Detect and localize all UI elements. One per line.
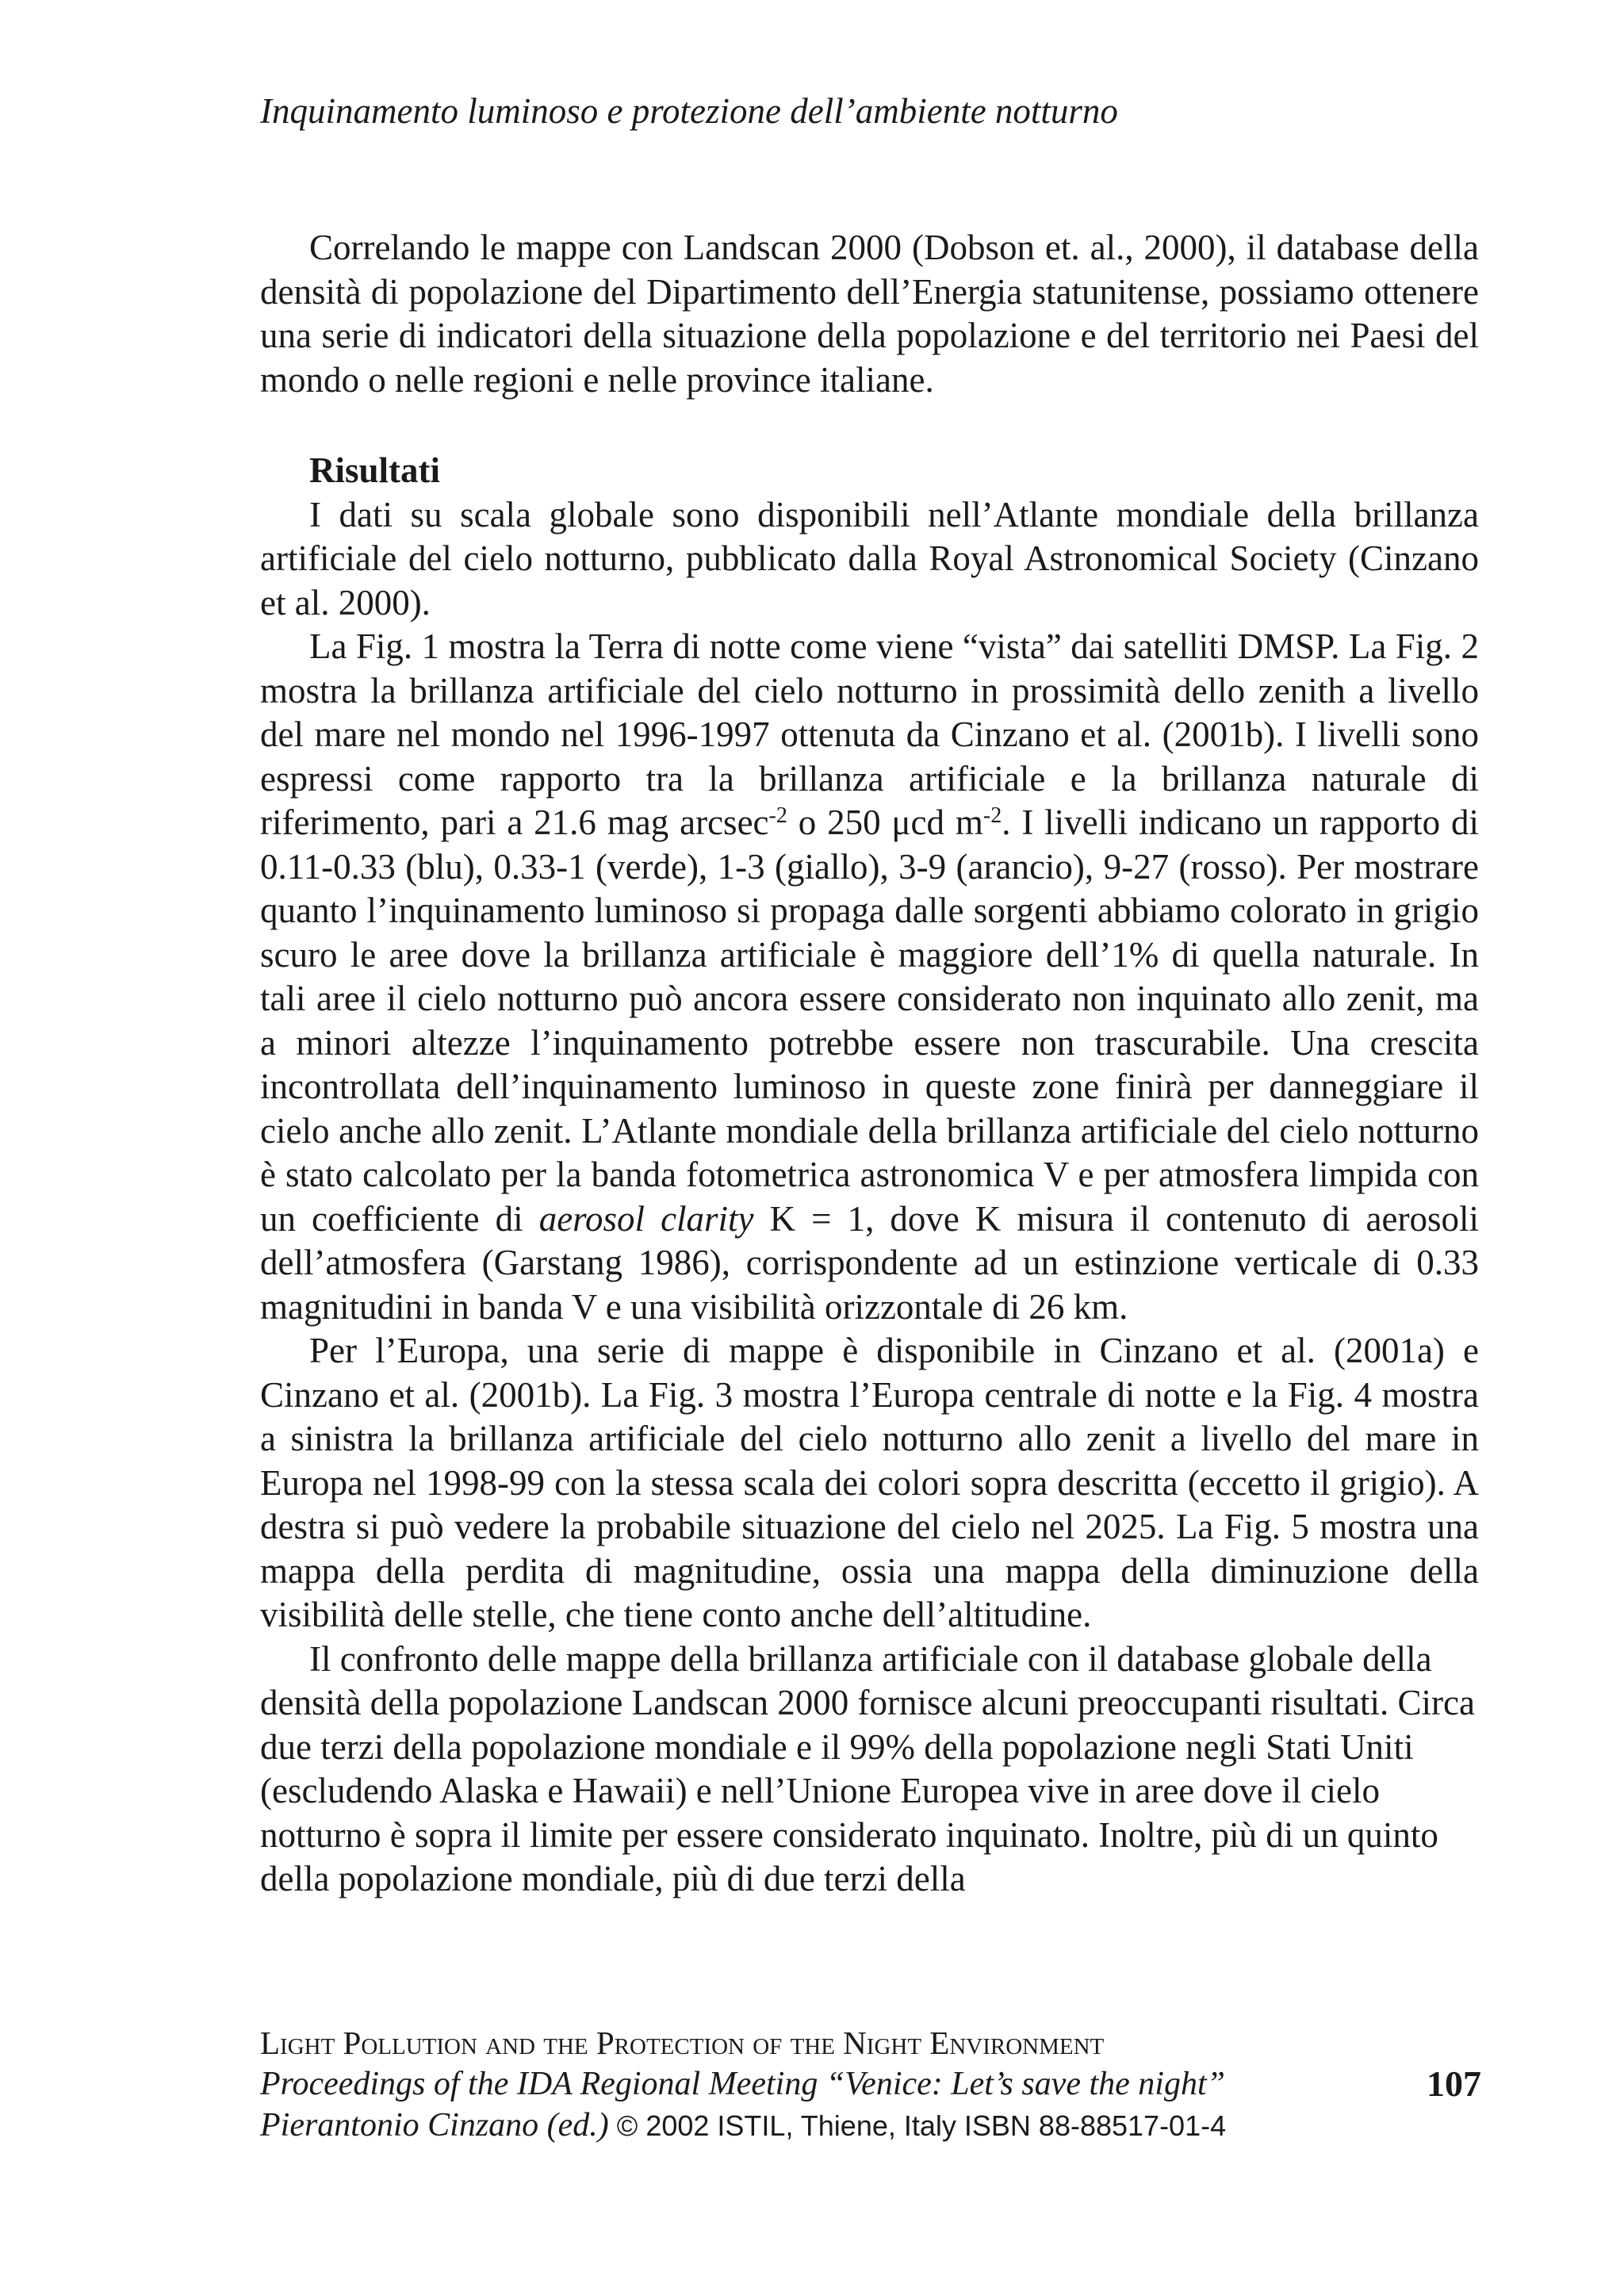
superscript-exponent: -2 [982, 803, 1002, 828]
proceedings-title: Proceedings of the IDA Regional Meeting “Venice: Let’s save the night” [260, 2066, 1225, 2102]
page-number: 107 [1427, 2063, 1481, 2104]
running-title: Inquinamento luminoso e protezione dell’ambiente notturno [260, 91, 1118, 131]
body-text [260, 226, 1479, 1902]
paragraph-figures-text-a: La Fig. 1 mostra la Terra di notte come viene “vista” dai satelliti DMSP. La Fig. 2 mostra la brillanza artificiale del cielo notturno in prossimità dello zenith a livello del mare nel mondo nel 1996-1997 ottenuta da Cinzano et al. (2001b). I livelli sono espressi come rapporto tra la brillanza artificiale e la brillanza naturale di riferimento, pari a 21.6 mag arcsec [260, 626, 1479, 842]
series-title: Light Pollution and the Protection of the Night Environment [260, 2025, 1105, 2061]
page-footer [260, 2022, 1479, 2147]
paragraph-figures-text-d: K = 1, dove K misura il contenuto di aerosoli dell’atmosfera (Garstang 1986), corrispondente ad un estinzione verticale di 0.33 magnitudini in banda V e una visibilità orizzontale di 26 km. [260, 1198, 1480, 1327]
paragraph-figures-text-b: o 250 μcd m [787, 803, 983, 842]
paragraph-intro: Correlando le mappe con Landscan 2000 (Dobson et. al., 2000), il database della densità di popolazione del Dipartimento dell’Energia statunitense, possiamo ottenere una serie di indicatori della situazione della popolazione e del territorio nei Paesi del mondo o nelle regioni e nelle province italiane. [260, 228, 1479, 400]
paragraph-europe: Per l’Europa, una serie di mappe è disponibile in Cinzano et al. (2001a) e Cinzano et al. (2001b). La Fig. 3 mostra l’Europa centrale di notte e la Fig. 4 mostra a sinistra la brillanza artificiale del cielo notturno allo zenit a livello del mare in Europa nel 1998-99 con la stessa scala dei colori sopra descritta (eccetto il grigio). A destra si può vedere la probabile situazione del cielo nel 2025. La Fig. 5 mostra una mappa della perdita di magnitudine, ossia una mappa della diminuzione della visibilità delle stelle, che tiene conto anche dell’altitudine. [260, 1331, 1479, 1634]
section-title: Risultati [309, 450, 441, 490]
superscript-exponent: -2 [768, 803, 787, 828]
paragraph-global-data [260, 493, 1479, 626]
paragraph-figures-text-c: . I livelli indicano un rapporto di 0.11-0.33 (blu), 0.33-1 (verde), 1-3 (giallo), 3-9 (arancio), 9-27 (rosso). Per mostrare quanto l’inquinamento luminoso si propaga dalle sorgenti abbiamo colorato in grigio scuro le aree dove la brillanza artificiale è maggiore dell’1% di quella naturale. In tali aree il cielo notturno può ancora essere considerato non inquinato allo zenit, ma a minori altezze l’inquinamento potrebbe essere non trascurabile. Una crescita incontrollata dell’inquinamento luminoso in queste zone finirà per danneggiare il cielo anche allo zenit. L’Atlante mondiale della brillanza artificiale del cielo notturno è stato calcolato per la banda fotometrica astronomica V e per atmosfera limpida con un coefficiente di [260, 803, 1479, 1239]
italic-term: aerosol clarity [538, 1198, 754, 1239]
publication-info [260, 2105, 1479, 2147]
paragraph-global-data-text: I dati su scala globale sono disponibili nell’Atlante mondiale della brillanza artificiale del cielo notturno, pubblicato dalla Royal Astronomical Society (Cinzano et al. 2000). [260, 494, 1479, 623]
publisher-info: © 2002 ISTIL, Thiene, Italy ISBN 88-88517-01-4 [608, 2109, 1227, 2142]
editor-name: Pierantonio Cinzano (ed.) [260, 2107, 609, 2144]
paragraph-comparison: Il confronto delle mappe della brillanza artificiale con il database globale della densità della popolazione Landscan 2000 fornisce alcuni preoccupanti risultati. Circa due terzi della popolazione mondiale e il 99% della popolazione negli Stati Uniti (escludendo Alaska e Hawaii) e nell’Unione Europea vive in aree dove il cielo notturno è sopra il limite per essere considerato inquinato. Inoltre, più di un quinto della popolazione mondiale, più di due terzi della [260, 1638, 1475, 1898]
paragraph-figures [260, 625, 1479, 1329]
